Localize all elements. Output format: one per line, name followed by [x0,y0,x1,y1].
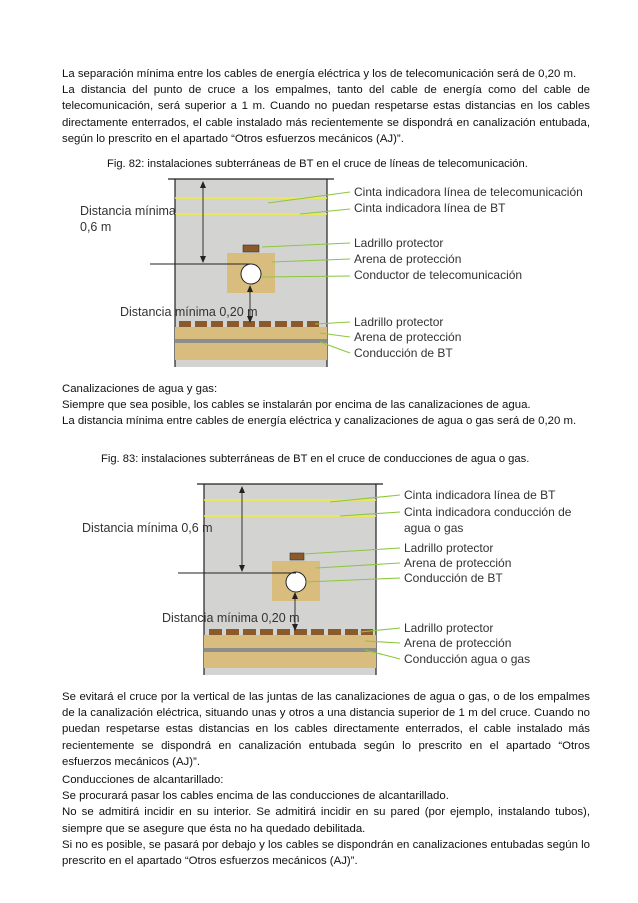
legend-label: Cinta indicadora conducción de [404,505,572,519]
legend-label: Conducción de BT [354,346,453,360]
text-line: Si no es posible, se pasará por debajo y los cables se dispondrán en canalizaciones entubadas según lo prescrito en el apartado “Otros esfuerzos mecánicos (AJ)”. [62,838,590,868]
legend-labels [404,488,572,666]
bt-conductor [286,572,306,592]
text-line: Siempre que sea posible, los cables se instalarán por encima de las canalizaciones de agua. [62,399,531,412]
paragraph-joints [62,689,590,770]
distance-label: 0,6 m [80,220,112,234]
text-line: Se procurará pasar los cables encima de las conducciones de alcantarillado. [62,790,449,803]
section-heading: Canalizaciones de agua y gas: [62,383,218,395]
legend-label: Arena de protección [354,252,462,266]
paragraph-water-gas [62,381,590,430]
sand-bt [175,327,327,360]
legend-label: Cinta indicadora línea de BT [354,201,506,215]
legend-label: Ladrillo protector [354,236,444,250]
brick-row-bt [179,321,319,327]
legend-labels [354,185,583,360]
paragraph-sewer [62,772,590,869]
text-line: La distancia mínima entre cables de energía eléctrica y canalizaciones de agua o gas será de 0,20 m. [62,415,577,428]
distance-label: Distancia mínima 0,6 m [82,521,213,535]
brick-telecom [243,245,259,252]
legend-label: agua o gas [404,521,464,535]
legend-label: Cinta indicadora línea de telecomunicación [354,185,583,199]
legend-label: Conducción de BT [404,571,503,585]
distance-label: Distancia mínima [80,204,176,218]
water-gas-conduit [204,648,376,652]
legend-label: Ladrillo protector [354,315,444,329]
brick-bt [290,553,304,560]
legend-label: Conductor de telecomunicación [354,268,523,282]
telecom-conductor [241,264,261,284]
legend-label: Arena de protección [404,636,512,650]
figure-caption: Fig. 82: instalaciones subterráneas de BT en el cruce de líneas de telecomunicación. [107,158,528,170]
legend-label: Ladrillo protector [404,541,494,555]
bt-conduit [175,339,327,343]
legend-label: Arena de protección [354,330,462,344]
legend-label: Ladrillo protector [404,621,494,635]
legend-label: Conducción agua o gas [404,652,531,666]
section-heading: Conducciones de alcantarillado: [62,774,224,786]
text-line: La separación mínima entre los cables de energía eléctrica y los de telecomunicación será de 0,20 m. [62,68,577,80]
legend-label: Arena de protección [404,556,512,570]
text-line: No se admitirá incidir en su interior. Se admitirá incidir en su pared (por ejemplo, instalando tubos), siempre que se asegure que ésta no ha quedado debilitada. [62,806,590,835]
distance-label: Distancia mínima 0,20 m [162,611,300,625]
distance-label: Distancia mínima 0,20 m [120,305,258,319]
text-line: La distancia del punto de cruce a los empalmes, tanto del cable de energía como del cable de telecomunicación, será superior a 1 m. Cuando no puedan respetarse estas distancias en los cables directamente enterrados, el cable instalado más recientemente se dispondrá en canalización entubada, según lo prescrito en el apartado “Otros esfuerzos mecánicos (AJ)”. [62,84,590,145]
figure-caption: Fig. 83: instalaciones subterráneas de BT en el cruce de conducciones de agua o gas. [101,453,530,465]
text-line: Se evitará el cruce por la vertical de las juntas de las canalizaciones de agua o gas, o de los empalmes de la canalización eléctrica, situando unas y otros a una distancia superior de 1 m del cruce. Cuando no puedan respetarse estas distancias en los cables directamente enterrados, el cable instalado más recientemente se dispondrá en canalización entubada según lo prescrito en el apartado “Otros esfuerzos mecánicos (AJ)”. [62,691,590,768]
legend-label: Cinta indicadora línea de BT [404,488,556,502]
